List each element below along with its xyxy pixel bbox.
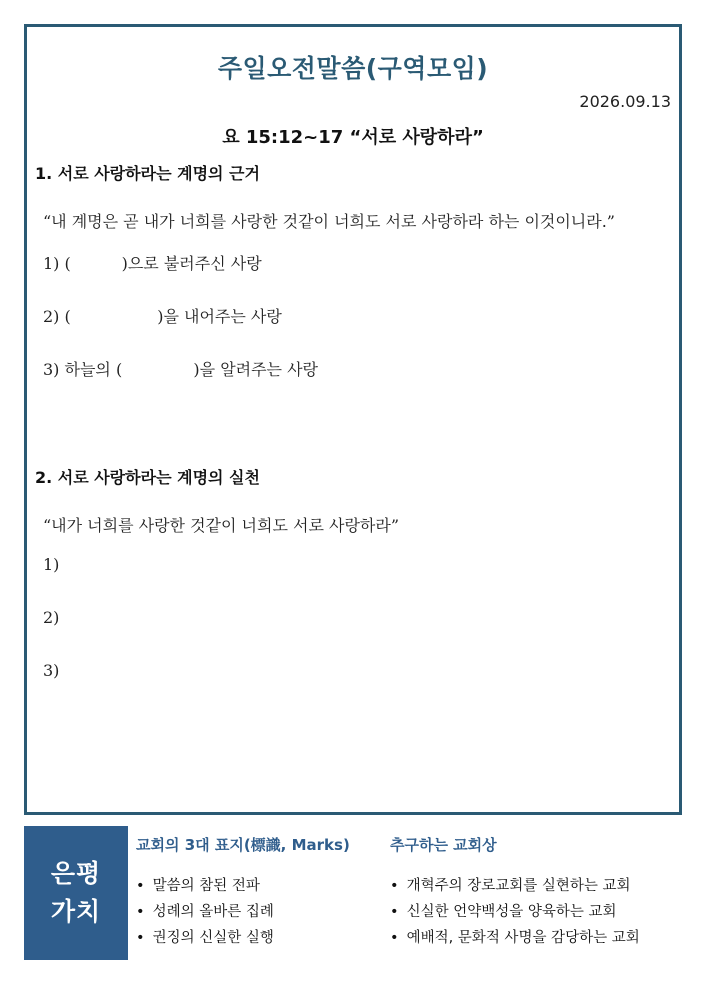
section1-item-3: 3) 하늘의 ( )을 알려주는 사랑 bbox=[43, 360, 319, 379]
list-item: • 권징의 신실한 실행 bbox=[136, 925, 350, 951]
marks-list bbox=[136, 873, 350, 951]
list-item: • 개혁주의 장로교회를 실현하는 교회 bbox=[390, 873, 640, 899]
section1-item-2: 2) ( )을 내어주는 사랑 bbox=[43, 307, 282, 326]
section2-item-2: 2) bbox=[43, 608, 60, 627]
marks-title: 교회의 3대 표지(標識, Marks) bbox=[136, 836, 350, 854]
date-label: 2026.09.13 bbox=[579, 92, 671, 111]
section2-heading: 2. 서로 사랑하라는 계명의 실천 bbox=[35, 468, 260, 487]
badge-line-2: 가치 bbox=[50, 897, 102, 926]
list-item: • 예배적, 문화적 사명을 감당하는 교회 bbox=[390, 925, 640, 951]
section1-quote: “내 계명은 곧 내가 너희를 사랑한 것같이 너희도 서로 사랑하라 하는 이것이니라.” bbox=[43, 212, 615, 231]
church-vision-column bbox=[390, 834, 640, 951]
section2-item-3: 3) bbox=[43, 661, 60, 680]
section1-heading: 1. 서로 사랑하라는 계명의 근거 bbox=[35, 164, 260, 183]
list-item: • 신실한 언약백성을 양육하는 교회 bbox=[390, 899, 640, 925]
marks-column bbox=[136, 834, 350, 951]
page-title: 주일오전말씀(구역모임) bbox=[217, 54, 489, 83]
verse-heading: 요 15:12~17 “서로 사랑하라” bbox=[222, 127, 484, 148]
section2-item-1: 1) bbox=[43, 555, 60, 574]
content-frame bbox=[24, 24, 682, 815]
section2-quote: “내가 너희를 사랑한 것같이 너희도 서로 사랑하라” bbox=[43, 516, 399, 535]
church-values-badge bbox=[24, 826, 128, 960]
list-item: • 말씀의 참된 전파 bbox=[136, 873, 350, 899]
church-vision-list bbox=[390, 873, 640, 951]
section1-item-1: 1) ( )으로 불러주신 사랑 bbox=[43, 254, 262, 273]
church-vision-title: 추구하는 교회상 bbox=[390, 836, 497, 854]
list-item: • 성례의 올바른 집례 bbox=[136, 899, 350, 925]
badge-line-1: 은평 bbox=[50, 859, 102, 888]
